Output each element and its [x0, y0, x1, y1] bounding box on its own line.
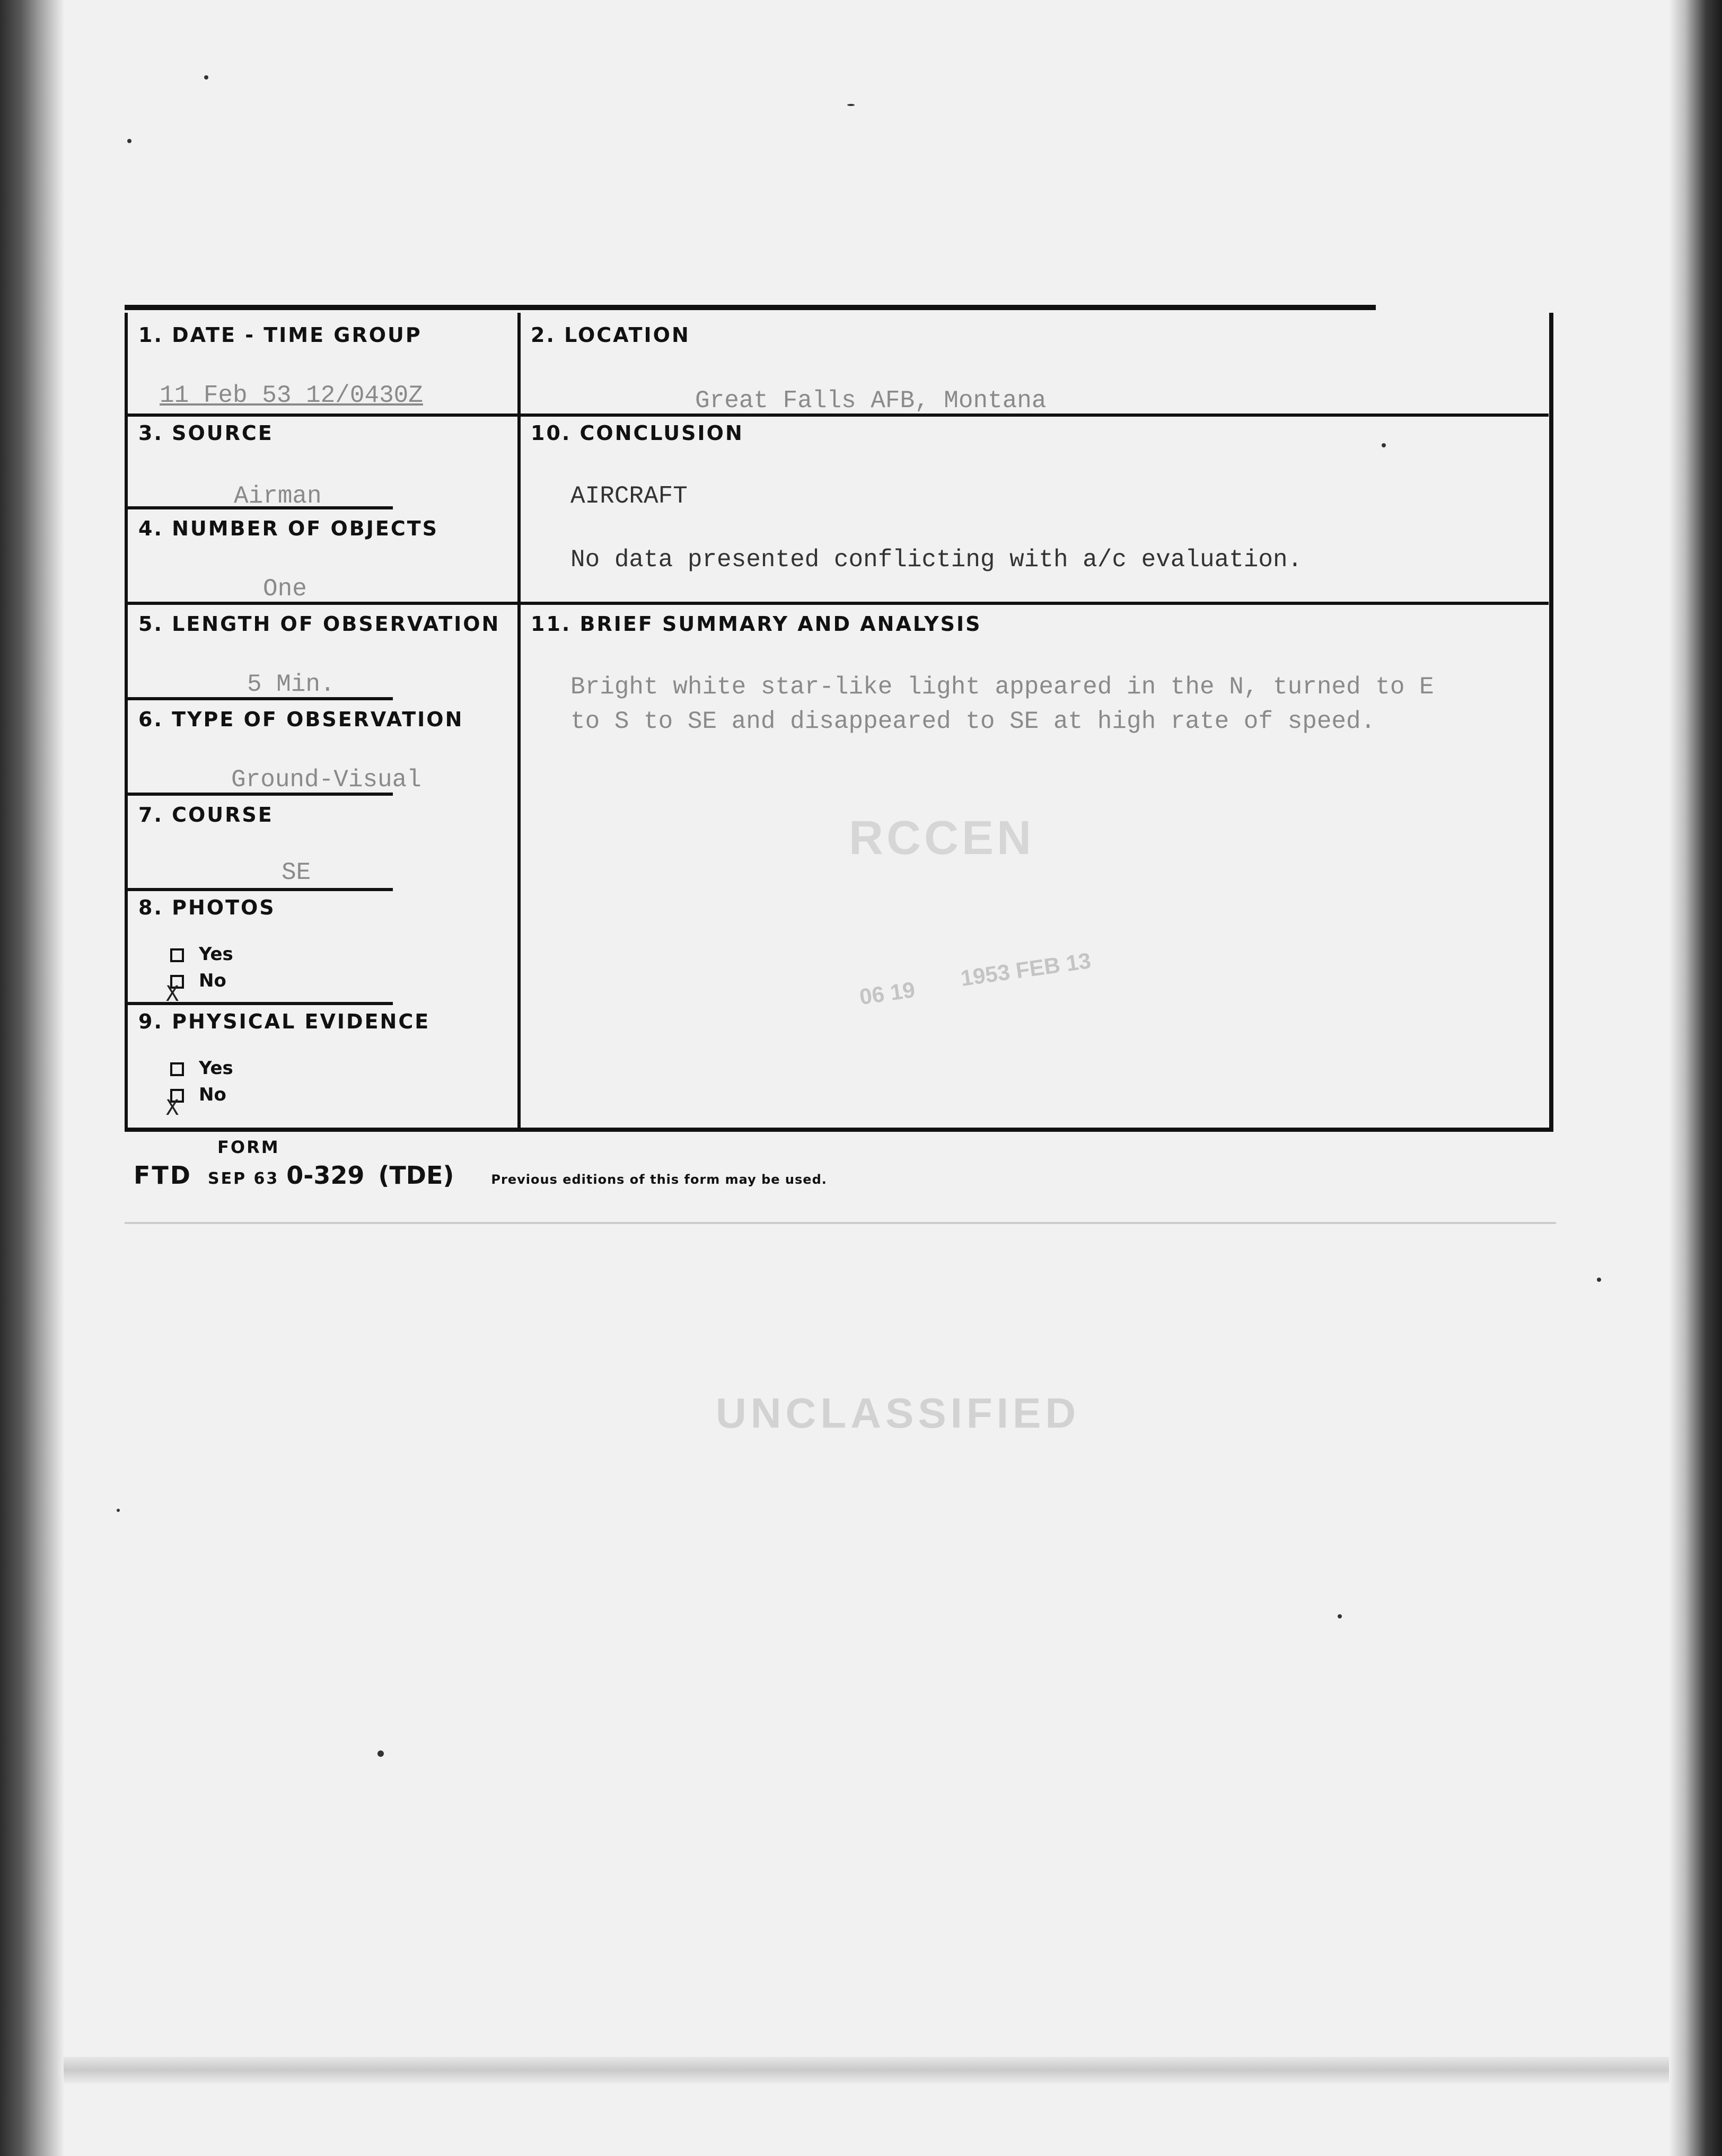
footer-office: (TDE): [378, 1161, 454, 1190]
film-bottom-band: [64, 2057, 1669, 2083]
unclassified-stamp: UNCLASSIFIED: [716, 1389, 1080, 1437]
source-label: 3. SOURCE: [138, 421, 274, 445]
photos-no-x-mark: X: [166, 982, 179, 1006]
photos-label: 8. PHOTOS: [138, 896, 276, 919]
conclusion-label: 10. CONCLUSION: [531, 421, 744, 445]
time-stamp: 06 19: [858, 976, 917, 1010]
dust-speck: [204, 75, 208, 80]
dust-speck: [1597, 1278, 1601, 1282]
source-value: Airman: [234, 482, 322, 510]
photos-yes-text: Yes: [199, 944, 233, 965]
form-top-border: [125, 305, 1376, 310]
row-divider: [128, 602, 1549, 605]
course-label: 7. COURSE: [138, 803, 274, 826]
type-of-observation-label: 6. TYPE OF OBSERVATION: [138, 708, 464, 731]
physical-evidence-no-text: No: [199, 1084, 226, 1105]
dust-speck: [1338, 1614, 1342, 1618]
film-left-edge: [0, 0, 64, 2156]
film-right-edge: [1669, 0, 1722, 2156]
length-of-observation-value: 5 Min.: [247, 671, 335, 698]
dust-speck: [1382, 443, 1386, 447]
conclusion-detail: No data presented conflicting with a/c evaluation.: [570, 546, 1303, 574]
dust-speck: [377, 1750, 384, 1757]
footer-ftd: FTD: [134, 1161, 192, 1190]
physical-evidence-label: 9. PHYSICAL EVIDENCE: [138, 1010, 430, 1033]
type-of-observation-value: Ground-Visual: [231, 766, 421, 794]
physical-evidence-yes-checkbox: [170, 1062, 184, 1076]
physical-evidence-yes-option: [170, 1058, 233, 1079]
footer-number: 0-329: [286, 1161, 365, 1190]
column-divider: [517, 313, 521, 1128]
footer-date: SEP 63: [207, 1169, 279, 1188]
dust-speck: [117, 1509, 120, 1512]
dust-speck: [127, 139, 131, 143]
summary-line-1: Bright white star-like light appeared in the N, turned to E: [570, 673, 1434, 701]
photos-yes-option: [170, 944, 233, 965]
date-stamp: 1953 FEB 13: [959, 948, 1093, 991]
footer-form-word: FORM: [217, 1137, 280, 1157]
date-time-value: 11 Feb 53 12/0430Z: [160, 382, 423, 409]
dust-speck: [847, 104, 855, 106]
project-card-form: [125, 313, 1553, 1132]
photos-yes-checkbox: [170, 948, 184, 962]
location-value: Great Falls AFB, Montana: [695, 387, 1047, 415]
sheet-faint-edge: [125, 1222, 1556, 1224]
date-time-label: 1. DATE - TIME GROUP: [138, 323, 422, 347]
footer-form-id: [134, 1161, 827, 1190]
conclusion-value: AIRCRAFT: [570, 482, 688, 510]
number-of-objects-label: 4. NUMBER OF OBJECTS: [138, 517, 439, 540]
location-label: 2. LOCATION: [531, 323, 690, 347]
summary-label: 11. BRIEF SUMMARY AND ANALYSIS: [531, 612, 982, 636]
number-of-objects-value: One: [263, 575, 307, 603]
photos-no-text: No: [199, 970, 226, 991]
length-of-observation-label: 5. LENGTH OF OBSERVATION: [138, 612, 500, 636]
faint-stamp-mark: RCCEN: [849, 812, 1035, 865]
physical-evidence-yes-text: Yes: [199, 1058, 233, 1079]
course-value: SE: [282, 859, 311, 886]
row-divider: [128, 888, 393, 891]
physical-evidence-no-x-mark: X: [166, 1096, 179, 1120]
summary-line-2: to S to SE and disappeared to SE at high rate of speed.: [570, 708, 1376, 735]
footer-note: Previous editions of this form may be used.: [491, 1172, 827, 1187]
